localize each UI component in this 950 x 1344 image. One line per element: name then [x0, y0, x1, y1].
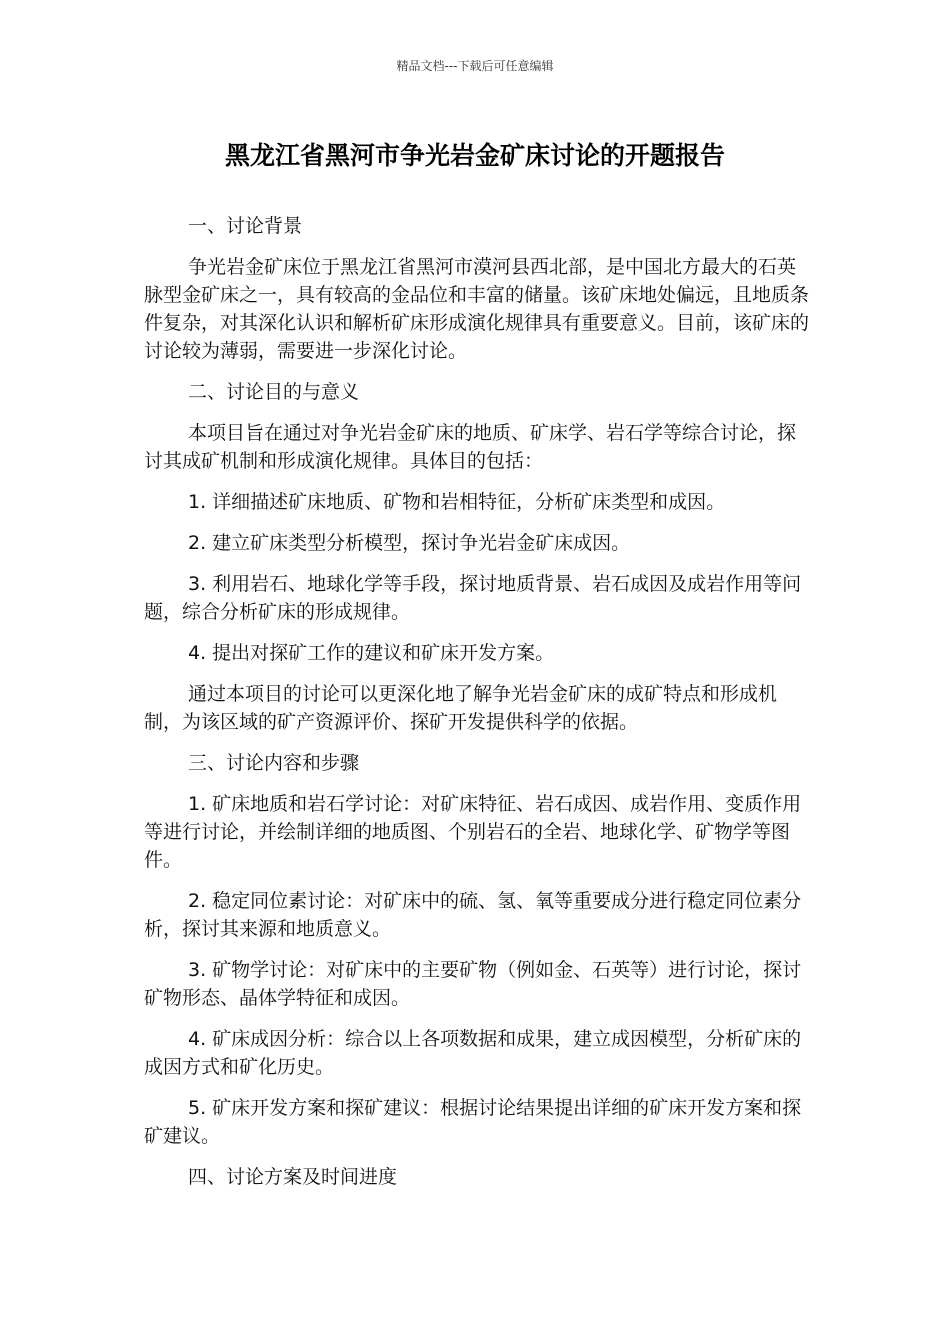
list-item-purpose-3: 3. 利用岩石、地球化学等手段，探讨地质背景、岩石成因及成岩作用等问题，综合分析矿床的形成规律。 — [144, 573, 802, 623]
page-header-note: 精品文档---下载后可任意编辑 — [396, 59, 554, 73]
list-item-step-1: 1. 矿床地质和岩石学讨论：对矿床特征、岩石成因、成岩作用、变质作用等进行讨论，并绘制详细的地质图、个别岩石的全岩、地球化学、矿物学等图件。 — [144, 793, 802, 871]
list-item-step-5: 5. 矿床开发方案和探矿建议：根据讨论结果提出详细的矿床开发方案和探矿建议。 — [144, 1097, 802, 1147]
section-heading-background: 一、讨论背景 — [188, 215, 303, 237]
section-heading-content-steps: 三、讨论内容和步骤 — [188, 752, 360, 774]
list-item-purpose-4: 4. 提出对探矿工作的建议和矿床开发方案。 — [188, 642, 555, 664]
list-item-purpose-1: 1. 详细描述矿床地质、矿物和岩相特征，分析矿床类型和成因。 — [188, 491, 726, 513]
document-body — [144, 212, 812, 1204]
paragraph-purpose-intro: 本项目旨在通过对争光岩金矿床的地质、矿床学、岩石学等综合讨论，探讨其成矿机制和形成演化规律。具体目的包括： — [144, 422, 797, 472]
document-title: 黑龙江省黑河市争光岩金矿床讨论的开题报告 — [224, 141, 725, 170]
list-item-step-3: 3. 矿物学讨论：对矿床中的主要矿物（例如金、石英等）进行讨论，探讨矿物形态、晶体学特征和成因。 — [144, 959, 802, 1009]
list-item-purpose-2: 2. 建立矿床类型分析模型，探讨争光岩金矿床成因。 — [188, 532, 631, 554]
list-item-step-2: 2. 稳定同位素讨论：对矿床中的硫、氢、氧等重要成分进行稳定同位素分析，探讨其来源和地质意义。 — [144, 890, 802, 940]
section-heading-purpose: 二、讨论目的与意义 — [188, 381, 360, 403]
paragraph-background: 争光岩金矿床位于黑龙江省黑河市漠河县西北部，是中国北方最大的石英脉型金矿床之一，具有较高的金品位和丰富的储量。该矿床地处偏远，且地质条件复杂，对其深化认识和解析矿床形成演化规律具有重要意义。目前，该矿床的讨论较为薄弱，需要进一步深化讨论。 — [144, 256, 810, 362]
section-heading-plan-schedule: 四、讨论方案及时间进度 — [188, 1166, 398, 1188]
paragraph-purpose-summary: 通过本项目的讨论可以更深化地了解争光岩金矿床的成矿特点和形成机制，为该区域的矿产资源评价、探矿开发提供科学的依据。 — [144, 683, 778, 733]
list-item-step-4: 4. 矿床成因分析：综合以上各项数据和成果，建立成因模型，分析矿床的成因方式和矿化历史。 — [144, 1028, 802, 1078]
